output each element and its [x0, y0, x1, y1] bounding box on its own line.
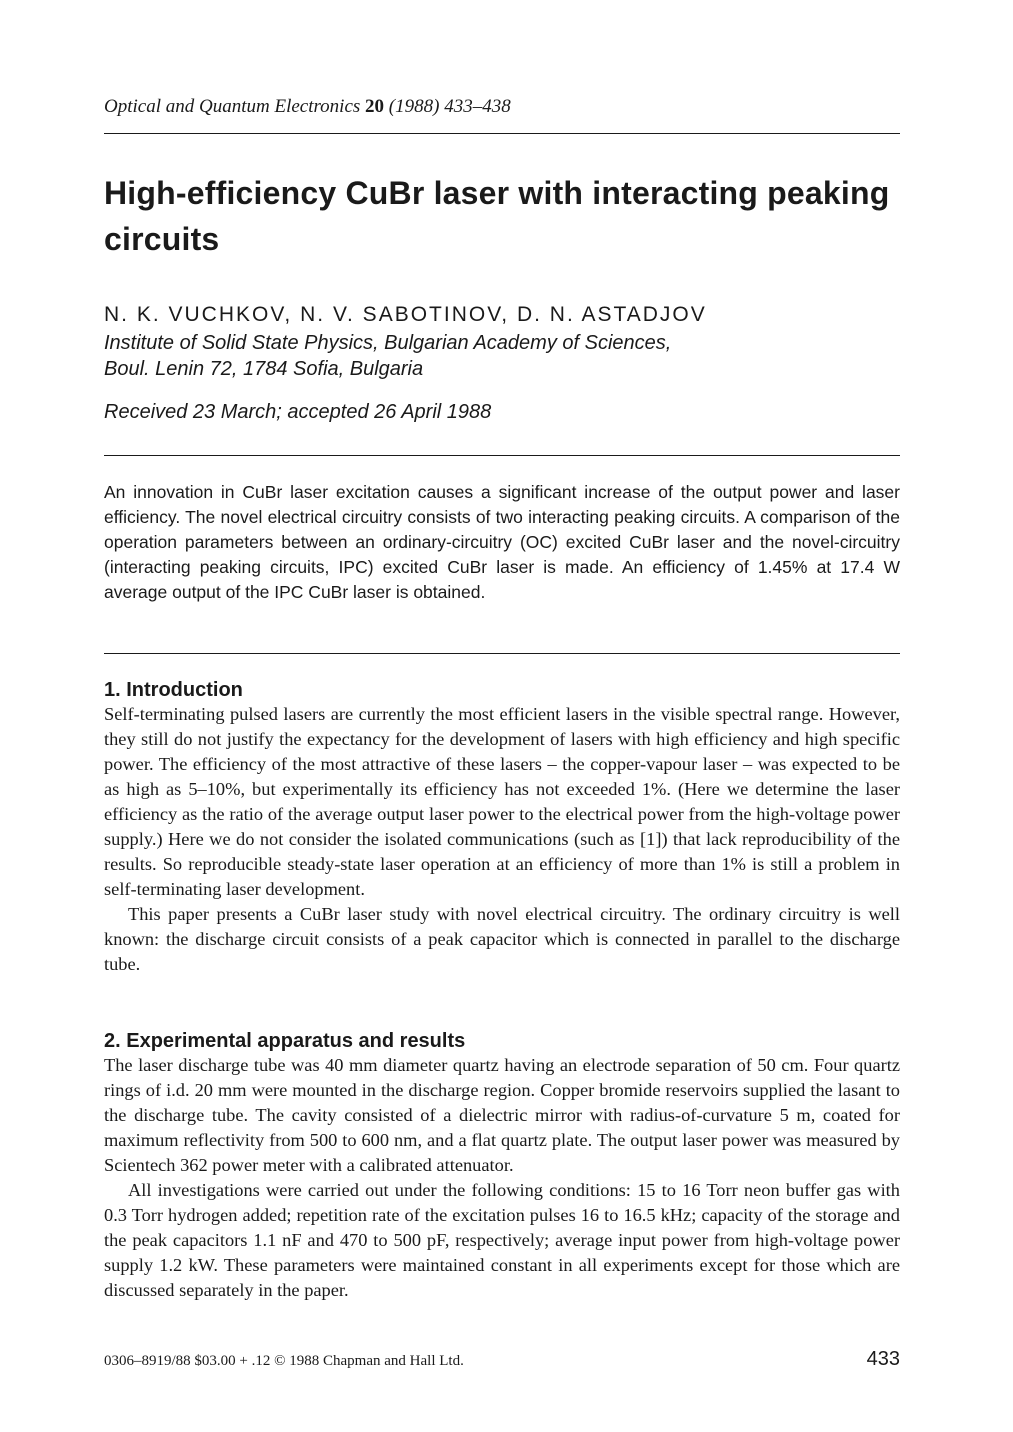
header-divider	[104, 133, 900, 134]
journal-volume: 20	[365, 96, 385, 117]
journal-name: Optical and Quantum Electronics	[104, 96, 361, 117]
section-introduction	[104, 678, 900, 977]
affiliation	[104, 330, 900, 382]
journal-year-pages: (1988) 433–438	[388, 96, 511, 117]
author-list: N. K. VUCHKOV, N. V. SABOTINOV, D. N. ASTADJOV	[104, 303, 707, 326]
received-date: Received 23 March; accepted 26 April 1988	[104, 401, 492, 423]
paper-title: High-efficiency CuBr laser with interacting peaking circuits	[104, 175, 890, 257]
paragraph: The laser discharge tube was 40 mm diameter quartz having an electrode separation of 50 cm. Four quartz rings of i.d. 20 mm were mounted in the discharge region. Copper bromide reservoirs supplied the lasant to the discharge tube. The cavity consisted of a dielectric mirror with radius-of-curvature 5 m, coated for maximum reflectivity from 500 to 600 nm, and a flat quartz plate. The output laser power was measured by Scientech 362 power meter with a calibrated attenuator.	[104, 1055, 900, 1175]
section-experimental	[104, 1029, 900, 1303]
affiliation-line-1: Institute of Solid State Physics, Bulgarian Academy of Sciences,	[104, 332, 672, 354]
section-heading: 2. Experimental apparatus and results	[104, 1030, 466, 1052]
paragraph: This paper presents a CuBr laser study with novel electrical circuitry. The ordinary circuitry is well known: the discharge circuit consists of a peak capacitor which is connected in parallel to the discharge tube.	[104, 904, 900, 974]
page-number: 433	[866, 1348, 900, 1370]
section-heading: 1. Introduction	[104, 679, 243, 701]
paragraph: Self-terminating pulsed lasers are currently the most efficient lasers in the visible spectral range. However, they still do not justify the expectancy for the development of lasers with high efficiency and high specific power. The efficiency of the most attractive of these lasers – the copper-vapour laser – was expected to be as high as 5–10%, but experimentally its efficiency has not exceeded 1%. (Here we determine the laser efficiency as the ratio of the average output laser power to the electrical power from the high-voltage power supply.) Here we do not consider the isolated communications (such as [1]) that lack reproducibility of the results. So reproducible steady-state laser operation at an efficiency of more than 1% is still a problem in self-terminating laser development.	[104, 704, 900, 899]
footer-copyright: 0306–8919/88 $03.00 + .12 © 1988 Chapman and Hall Ltd.	[104, 1353, 464, 1369]
paragraph: All investigations were carried out under the following conditions: 15 to 16 Torr neon buffer gas with 0.3 Torr hydrogen added; repetition rate of the excitation pulses 16 to 16.5 kHz; capacity of the storage and the peak capacitors 1.1 nF and 470 to 500 pF, respectively; average input power from high-voltage power supply 1.2 kW. These parameters were maintained constant in all experiments except for those which are discussed separately in the paper.	[104, 1180, 900, 1300]
affiliation-line-2: Boul. Lenin 72, 1784 Sofia, Bulgaria	[104, 358, 424, 380]
abstract: An innovation in CuBr laser excitation causes a significant increase of the output power and laser efficiency. The novel electrical circuitry consists of two interacting peaking circuits. A comparison of the operation parameters between an ordinary-circuitry (OC) excited CuBr laser and the novel-circuitry (interacting peaking circuits, IPC) excited CuBr laser is made. An efficiency of 1.45% at 17.4 W average output of the IPC CuBr laser is obtained.	[104, 482, 900, 602]
journal-header	[104, 96, 900, 118]
abstract-bottom-divider	[104, 653, 900, 654]
abstract-top-divider	[104, 455, 900, 456]
